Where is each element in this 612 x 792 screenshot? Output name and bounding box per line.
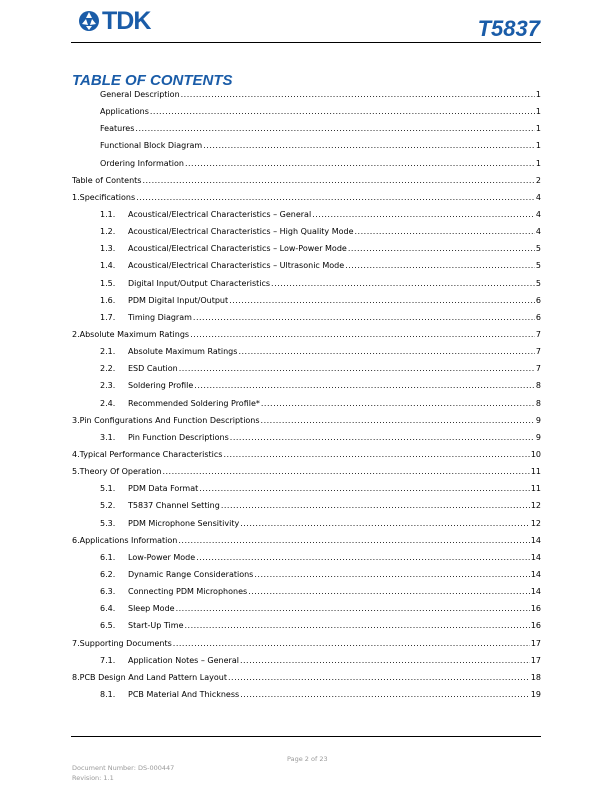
toc-entry[interactable] bbox=[72, 210, 541, 227]
toc-entry-title[interactable]: 3.Pin Configurations And Function Descriptions bbox=[72, 415, 260, 425]
toc-entry-title[interactable]: ESD Caution bbox=[128, 364, 178, 374]
toc-entry-number: 1.3. bbox=[100, 244, 116, 254]
toc-entry-page[interactable]: 7 bbox=[535, 347, 541, 357]
toc-entry[interactable] bbox=[72, 433, 541, 450]
toc-entry-title[interactable]: 2.Absolute Maximum Ratings bbox=[72, 329, 190, 339]
dot-leader bbox=[136, 193, 535, 202]
dot-leader bbox=[203, 141, 535, 150]
toc-entry-number: 1.5. bbox=[100, 278, 116, 288]
dot-leader bbox=[181, 90, 535, 99]
dot-leader bbox=[348, 244, 535, 253]
page-number: Page 2 of 23 bbox=[287, 755, 328, 763]
dot-leader bbox=[179, 364, 535, 373]
dot-leader bbox=[190, 330, 535, 339]
toc-entry-page[interactable]: 9 bbox=[535, 432, 541, 442]
dot-leader bbox=[178, 536, 529, 545]
toc-entry-title[interactable]: PDM Data Format bbox=[128, 484, 199, 494]
toc-entry[interactable] bbox=[72, 107, 541, 124]
toc-entry-number: 3.1. bbox=[100, 432, 116, 442]
toc-entry-title[interactable]: Start-Up Time bbox=[128, 621, 184, 631]
dot-leader bbox=[312, 210, 535, 219]
toc-entry[interactable] bbox=[72, 484, 541, 501]
toc-entry-page[interactable]: 7 bbox=[535, 364, 541, 374]
toc-entry[interactable] bbox=[72, 553, 541, 570]
toc-entry[interactable] bbox=[72, 604, 541, 621]
toc-entry-page[interactable]: 12 bbox=[530, 501, 541, 511]
toc-entry[interactable] bbox=[72, 501, 541, 518]
dot-leader bbox=[173, 639, 530, 648]
toc-entry-page[interactable]: 14 bbox=[530, 535, 541, 545]
toc-entry-title[interactable]: 8.PCB Design And Land Pattern Layout bbox=[72, 672, 227, 682]
toc-entry-number: 1.6. bbox=[100, 295, 116, 305]
toc-entry-page[interactable]: 4 bbox=[535, 192, 541, 202]
toc-entry[interactable] bbox=[72, 519, 541, 536]
toc-entry-title[interactable]: Acoustical/Electrical Characteristics – High Quality Mode bbox=[128, 227, 354, 237]
toc-entry[interactable] bbox=[72, 656, 541, 673]
dot-leader bbox=[135, 124, 535, 133]
toc-entry[interactable] bbox=[72, 381, 541, 398]
toc-entry[interactable] bbox=[72, 296, 541, 313]
dot-leader bbox=[221, 501, 530, 510]
toc-entry[interactable] bbox=[72, 570, 541, 587]
toc-entry-title[interactable]: Low-Power Mode bbox=[128, 552, 196, 562]
toc-entry-page[interactable]: 14 bbox=[530, 587, 541, 597]
toc-entry-page[interactable]: 6 bbox=[535, 295, 541, 305]
toc-entry-page[interactable]: 10 bbox=[530, 449, 541, 459]
toc-entry[interactable] bbox=[72, 467, 541, 484]
toc-entry-title[interactable]: 7.Supporting Documents bbox=[72, 638, 172, 648]
toc-entry[interactable] bbox=[72, 227, 541, 244]
toc-entry-number: 1.2. bbox=[100, 227, 116, 237]
toc-entry[interactable] bbox=[72, 90, 541, 107]
dot-leader bbox=[248, 587, 530, 596]
toc-entry-page[interactable]: 1 bbox=[535, 107, 541, 117]
dot-leader bbox=[229, 296, 535, 305]
toc-entry[interactable] bbox=[72, 330, 541, 347]
dot-leader bbox=[240, 690, 530, 699]
toc-entry-number: 1.7. bbox=[100, 312, 116, 322]
toc-entry-number: 5.1. bbox=[100, 484, 116, 494]
dot-leader bbox=[185, 159, 535, 168]
toc-entry-page[interactable]: 9 bbox=[535, 415, 541, 425]
toc-entry-title[interactable]: PCB Material And Thickness bbox=[128, 689, 240, 699]
toc-entry-title[interactable]: Functional Block Diagram bbox=[100, 141, 203, 151]
toc-entry-page[interactable]: 6 bbox=[535, 312, 541, 322]
dot-leader bbox=[176, 604, 530, 613]
dot-leader bbox=[184, 621, 529, 630]
toc-entry-number: 6.3. bbox=[100, 587, 116, 597]
toc-entry-page[interactable]: 16 bbox=[530, 621, 541, 631]
dot-leader bbox=[240, 656, 530, 665]
toc-entry-title[interactable]: Pin Function Descriptions bbox=[128, 432, 229, 442]
dot-leader bbox=[230, 433, 535, 442]
dot-leader bbox=[228, 673, 530, 682]
dot-leader bbox=[150, 107, 535, 116]
toc-entry-number: 5.3. bbox=[100, 518, 116, 528]
toc-entry-number: 6.5. bbox=[100, 621, 116, 631]
toc-entry-page[interactable]: 5 bbox=[535, 244, 541, 254]
dot-leader bbox=[238, 347, 534, 356]
dot-leader bbox=[261, 399, 535, 408]
document-number: Document Number: DS-000447 bbox=[72, 764, 175, 772]
toc-entry-title[interactable]: Absolute Maximum Ratings bbox=[128, 347, 238, 357]
dot-leader bbox=[261, 416, 535, 425]
toc-entry-number: 8.1. bbox=[100, 689, 116, 699]
toc-entry[interactable] bbox=[72, 313, 541, 330]
toc-entry-page[interactable]: 1 bbox=[535, 158, 541, 168]
toc-entry-page[interactable]: 4 bbox=[535, 209, 541, 219]
dot-leader bbox=[345, 261, 535, 270]
toc-entry[interactable] bbox=[72, 536, 541, 553]
toc-entry-page[interactable]: 1 bbox=[535, 124, 541, 134]
toc-entry-title[interactable]: Ordering Information bbox=[100, 158, 184, 168]
toc-entry-title[interactable]: Acoustical/Electrical Characteristics – General bbox=[128, 209, 312, 219]
toc-entry-number: 6.4. bbox=[100, 604, 116, 614]
toc-entry[interactable] bbox=[72, 690, 541, 707]
toc-entry[interactable] bbox=[72, 364, 541, 381]
toc-entry[interactable] bbox=[72, 193, 541, 210]
product-name: T5837 bbox=[477, 16, 540, 41]
logo-text: TDK bbox=[102, 7, 151, 35]
toc-entry-title[interactable]: Sleep Mode bbox=[128, 604, 175, 614]
toc-entry-title[interactable]: Recommended Soldering Profile* bbox=[128, 398, 260, 408]
toc-entry[interactable] bbox=[72, 176, 541, 193]
toc-entry-number: 2.4. bbox=[100, 398, 116, 408]
toc-entry-title[interactable]: 4.Typical Performance Characteristics bbox=[72, 449, 223, 459]
toc-entry-title[interactable]: Digital Input/Output Characteristics bbox=[128, 278, 271, 288]
toc-entry[interactable] bbox=[72, 124, 541, 141]
dot-leader bbox=[254, 570, 529, 579]
toc-entry-number: 2.1. bbox=[100, 347, 116, 357]
toc-entry-page[interactable]: 14 bbox=[530, 569, 541, 579]
dot-leader bbox=[240, 519, 530, 528]
tdk-logo bbox=[78, 7, 151, 35]
dot-leader bbox=[194, 381, 535, 390]
toc-entry-title[interactable]: Applications bbox=[100, 107, 149, 117]
toc-entry-title[interactable]: T5837 Channel Setting bbox=[128, 501, 220, 511]
toc-entry-number: 2.2. bbox=[100, 364, 116, 374]
toc-entry-page[interactable]: 12 bbox=[530, 518, 541, 528]
toc-entry[interactable] bbox=[72, 587, 541, 604]
toc-entry-title[interactable]: 6.Applications Information bbox=[72, 535, 178, 545]
toc-entry-title[interactable]: Application Notes – General bbox=[128, 655, 239, 665]
toc-entry-title[interactable]: Table of Contents bbox=[72, 175, 142, 185]
toc-entry[interactable] bbox=[72, 244, 541, 261]
toc-entry-page[interactable]: 1 bbox=[535, 141, 541, 151]
page-title: TABLE OF CONTENTS bbox=[72, 72, 233, 89]
toc-entry-number: 6.2. bbox=[100, 569, 116, 579]
toc-entry-title[interactable]: Dynamic Range Considerations bbox=[128, 569, 254, 579]
toc-entry-page[interactable]: 7 bbox=[535, 329, 541, 339]
toc-entry-page[interactable]: 1 bbox=[535, 90, 541, 99]
dot-leader bbox=[223, 450, 529, 459]
toc-entry-page[interactable]: 17 bbox=[530, 638, 541, 648]
dot-leader bbox=[193, 313, 535, 322]
toc-entry-page[interactable]: 2 bbox=[535, 175, 541, 185]
toc-entry[interactable] bbox=[72, 673, 541, 690]
toc-entry-title[interactable]: Acoustical/Electrical Characteristics – Ultrasonic Mode bbox=[128, 261, 345, 271]
toc-entry-page[interactable]: 18 bbox=[530, 672, 541, 682]
toc-entry-page[interactable]: 5 bbox=[535, 278, 541, 288]
toc-entry[interactable] bbox=[72, 279, 541, 296]
toc-entry-number: 7.1. bbox=[100, 655, 116, 665]
toc-entry-title[interactable]: PDM Digital Input/Output bbox=[128, 295, 229, 305]
toc-entry-number: 1.1. bbox=[100, 209, 116, 219]
toc-entry-title[interactable]: PDM Microphone Sensitivity bbox=[128, 518, 240, 528]
toc-entry-page[interactable]: 4 bbox=[535, 227, 541, 237]
toc-entry-title[interactable]: Timing Diagram bbox=[128, 312, 192, 322]
toc-entry[interactable] bbox=[72, 621, 541, 638]
revision: Revision: 1.1 bbox=[72, 774, 114, 782]
toc-entry-title[interactable]: 1.Specifications bbox=[72, 192, 136, 202]
toc-entry[interactable] bbox=[72, 141, 541, 158]
toc-entry[interactable] bbox=[72, 261, 541, 278]
toc-entry-title[interactable]: 5.Theory Of Operation bbox=[72, 467, 162, 477]
toc-entry-page[interactable]: 8 bbox=[535, 398, 541, 408]
toc-entry-number: 1.4. bbox=[100, 261, 116, 271]
dot-leader bbox=[196, 553, 530, 562]
dot-leader bbox=[271, 279, 535, 288]
toc-entry[interactable] bbox=[72, 399, 541, 416]
dot-leader bbox=[142, 176, 534, 185]
toc-entry-page[interactable]: 11 bbox=[530, 467, 541, 477]
tdk-logo-icon bbox=[78, 10, 100, 32]
toc-entry-title[interactable]: General Description bbox=[100, 90, 180, 99]
toc-entry-title[interactable]: Features bbox=[100, 124, 135, 134]
toc-entry-page[interactable]: 19 bbox=[530, 689, 541, 699]
toc-entry-title[interactable]: Acoustical/Electrical Characteristics – Low-Power Mode bbox=[128, 244, 347, 254]
toc-entry[interactable] bbox=[72, 159, 541, 176]
toc-entry[interactable] bbox=[72, 450, 541, 467]
toc-entry-page[interactable]: 16 bbox=[530, 604, 541, 614]
toc-entry-page[interactable]: 8 bbox=[535, 381, 541, 391]
toc-entry[interactable] bbox=[72, 347, 541, 364]
toc-entry-number: 6.1. bbox=[100, 552, 116, 562]
toc-entry[interactable] bbox=[72, 639, 541, 656]
dot-leader bbox=[162, 467, 529, 476]
toc-entry-title[interactable]: Soldering Profile bbox=[128, 381, 194, 391]
toc-entry-title[interactable]: Connecting PDM Microphones bbox=[128, 587, 248, 597]
toc-entry-number: 5.2. bbox=[100, 501, 116, 511]
toc-entry-page[interactable]: 17 bbox=[530, 655, 541, 665]
toc-entry-page[interactable]: 5 bbox=[535, 261, 541, 271]
toc-entry-number: 2.3. bbox=[100, 381, 116, 391]
footer-divider bbox=[71, 736, 541, 737]
toc-entry-page[interactable]: 11 bbox=[530, 484, 541, 494]
toc-entry-page[interactable]: 14 bbox=[530, 552, 541, 562]
dot-leader bbox=[199, 484, 530, 493]
dot-leader bbox=[355, 227, 535, 236]
table-of-contents bbox=[72, 90, 541, 707]
toc-entry[interactable] bbox=[72, 416, 541, 433]
header-divider bbox=[71, 42, 541, 43]
